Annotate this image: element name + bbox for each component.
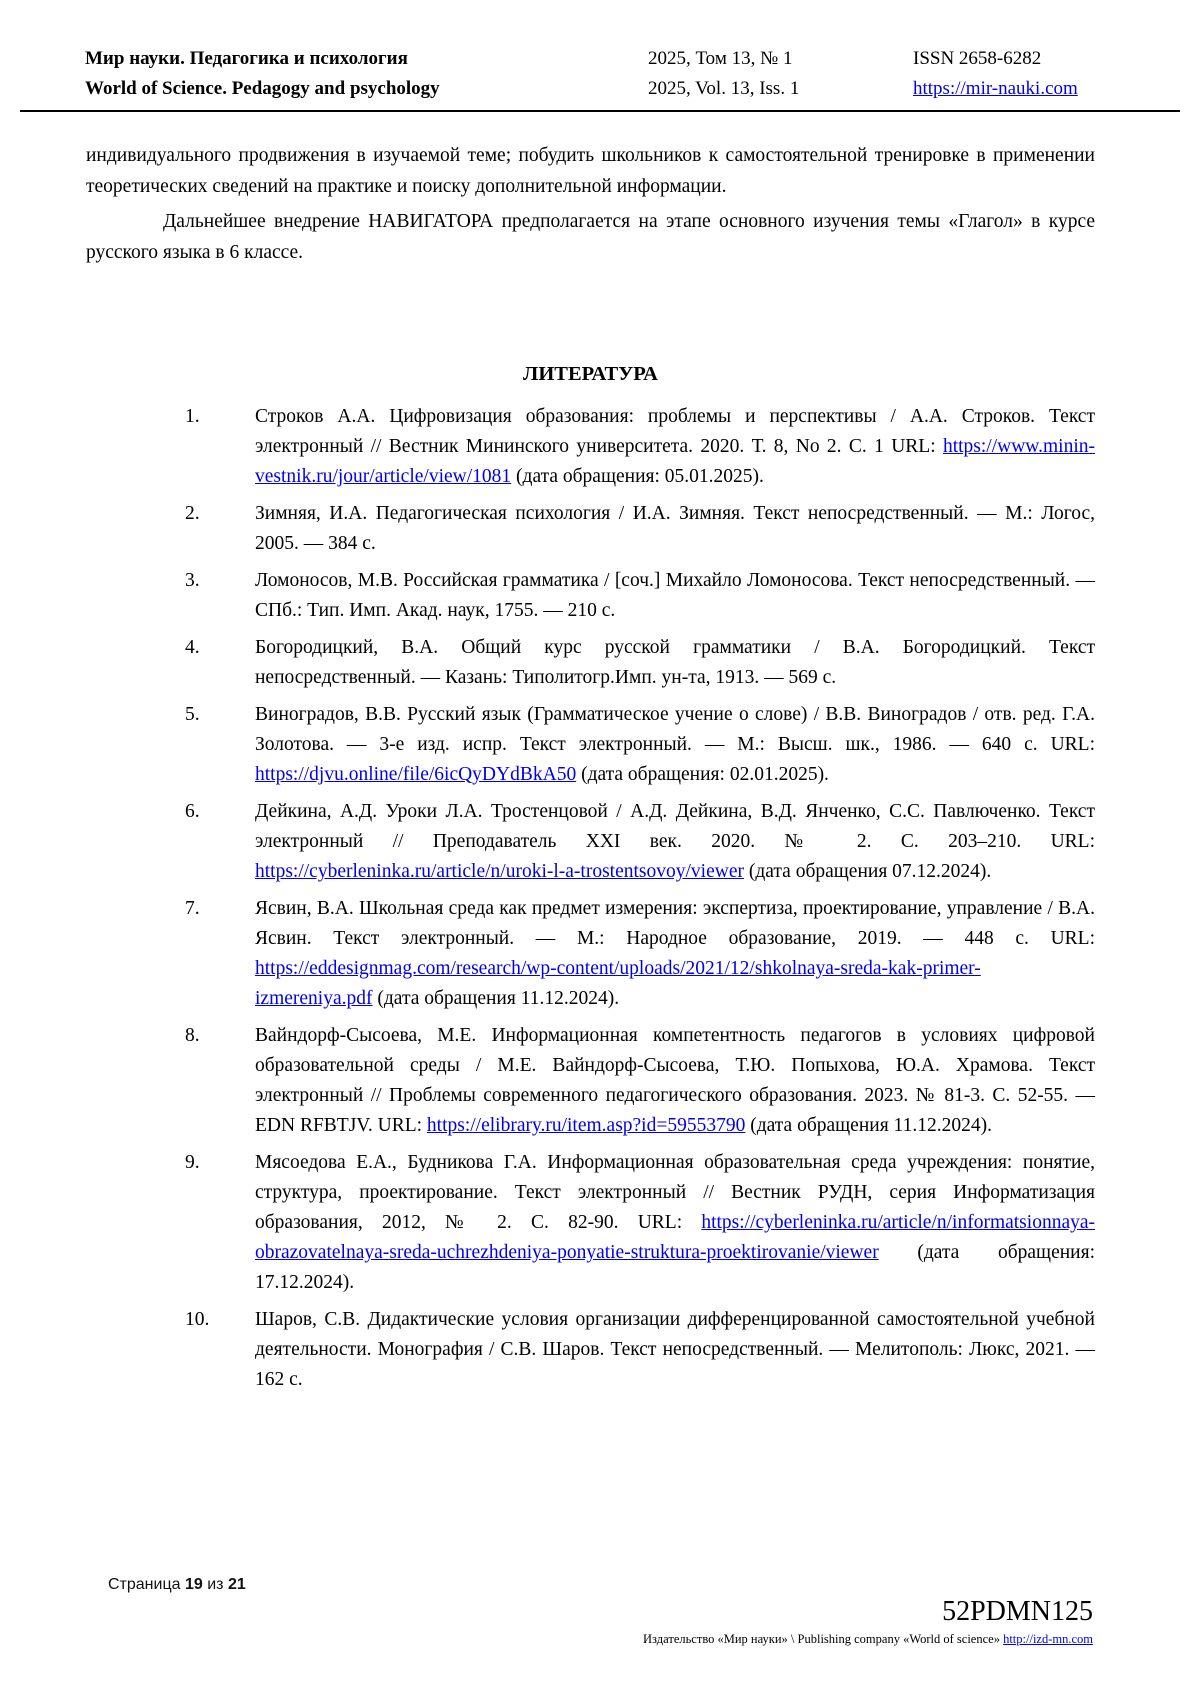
reference-text: Дейкина, А.Д. Уроки Л.А. Тростенцовой / А.Д. Дейкина, В.Д. Янченко, С.С. Павлюченко. Текст электронный // Преподаватель XXI век. 2020. № 2. С. 203–210. URL:	[255, 801, 1095, 852]
issue-info-en: 2025, Vol. 13, Iss. 1	[648, 78, 800, 99]
literature-heading: ЛИТЕРАТУРА	[523, 363, 658, 385]
page-content	[86, 140, 1095, 1402]
reference-text: Зимняя, И.А. Педагогическая психология / И.А. Зимняя. Текст непосредственный. — М.: Логос, 2005. — 384 с.	[255, 503, 1095, 554]
reference-item	[86, 700, 1095, 790]
issn-number: ISSN 2658-6282	[913, 48, 1042, 69]
reference-number: 10.	[185, 1309, 210, 1330]
reference-text: (дата обращения 11.12.2024).	[372, 988, 620, 1009]
reference-number: 5.	[185, 704, 200, 725]
reference-text: Вайндорф-Сысоева, М.Е. Информационная компетентность педагогов в условиях цифровой образовательной среды / М.Е. Вайндорф-Сысоева, Т.Ю. Попыхова, Ю.А. Храмова. Текст электронный // Проблемы современного педагогического образования. 2023. № 81-3. С. 52-55. — EDN RFBTJV. URL:	[255, 1025, 1095, 1136]
publisher-text: Издательство «Мир науки» \ Publishing company «World of science»	[643, 1632, 1004, 1646]
reference-item	[86, 402, 1095, 492]
reference-number: 4.	[185, 637, 200, 658]
body-paragraph-2: Дальнейшее внедрение НАВИГАТОРА предполагается на этапе основного изучения темы «Глагол» в курсе русского языка в 6 классе.	[86, 211, 1095, 263]
reference-link[interactable]: https://cyberleninka.ru/article/n/uroki-l-a-trostentsovoy/viewer	[255, 861, 744, 882]
reference-item	[86, 633, 1095, 693]
page-number-label: Страница	[108, 1576, 181, 1593]
journal-title-en: World of Science. Pedagogy and psychology	[85, 78, 440, 99]
publisher-line	[643, 1632, 1093, 1647]
reference-item	[86, 1021, 1095, 1141]
references-list	[86, 402, 1095, 1395]
page-number-total: 21	[227, 1576, 246, 1593]
reference-item	[86, 499, 1095, 559]
page-header	[85, 44, 1170, 104]
reference-text: Строков А.А. Цифровизация образования: проблемы и перспективы / А.А. Строков. Текст электронный // Вестник Мининского университета. 2020. Т. 8, No 2. С. 1 URL:	[255, 406, 1095, 457]
reference-item	[86, 566, 1095, 626]
issn-block	[913, 44, 1170, 104]
reference-item	[86, 797, 1095, 887]
reference-text: Богородицкий, В.А. Общий курс русской грамматики / В.А. Богородицкий. Текст непосредственный. — Казань: Типолитогр.Имп. ун-та, 1913. — 569 с.	[255, 637, 1095, 688]
reference-link[interactable]: https://djvu.online/file/6icQyDYdBkA50	[255, 764, 577, 785]
reference-number: 6.	[185, 801, 200, 822]
document-id: 52PDMN125	[942, 1596, 1093, 1627]
body-paragraph-1: индивидуального продвижения в изучаемой теме; побудить школьников к самостоятельной тренировке в применении теоретических сведений на практике и поиску дополнительной информации.	[86, 145, 1095, 197]
publisher-site-link[interactable]: http://izd-mn.com	[1003, 1632, 1093, 1646]
reference-text: (дата обращения 07.12.2024).	[743, 861, 992, 882]
reference-text: Виноградов, В.В. Русский язык (Грамматическое учение о слове) / В.В. Виноградов / отв. ред. Г.А. Золотова. — 3-е изд. испр. Текст электронный. — М.: Высш. шк., 1986. — 640 с. URL:	[255, 704, 1095, 755]
reference-number: 8.	[185, 1025, 200, 1046]
page-number-of: из	[207, 1576, 224, 1593]
reference-number: 9.	[185, 1152, 200, 1173]
reference-link[interactable]: https://cyberleninka.ru/article/n/informatsionnaya-obrazovatelnaya-sreda-uchrezhdeniya-ponyatie-struktura-proektirovanie/viewer	[255, 1212, 1095, 1263]
reference-text: Мясоедова Е.А., Будникова Г.А. Информационная образовательная среда учреждения: понятие, структура, проектирование. Текст электронный // Вестник РУДН, серия Информатизация образования, 2012, № 2. С. 82-90. URL:	[255, 1152, 1095, 1233]
journal-title-ru: Мир науки. Педагогика и психология	[85, 48, 408, 69]
reference-text: Ломоносов, М.В. Российская грамматика / [соч.] Михайло Ломоносова. Текст непосредственный. — СПб.: Тип. Имп. Акад. наук, 1755. — 210 с.	[255, 570, 1095, 621]
issue-info-block	[648, 44, 913, 104]
reference-text: Шаров, С.В. Дидактические условия организации дифференцированной самостоятельной учебной деятельности. Монография / С.В. Шаров. Текст непосредственный. — Мелитополь: Люкс, 2021. — 162 с.	[255, 1309, 1095, 1390]
reference-item	[86, 894, 1095, 1014]
reference-number: 2.	[185, 503, 200, 524]
reference-number: 3.	[185, 570, 200, 591]
journal-site-link[interactable]: https://mir-nauki.com	[913, 78, 1078, 99]
reference-item	[86, 1148, 1095, 1298]
page-number-current: 19	[184, 1576, 203, 1593]
reference-text: (дата обращения 11.12.2024).	[745, 1115, 992, 1136]
reference-text: Ясвин, В.А. Школьная среда как предмет измерения: экспертиза, проектирование, управление / В.А. Ясвин. Текст электронный. — М.: Народное образование, 2019. — 448 с. URL:	[255, 898, 1095, 949]
reference-link[interactable]: https://www.minin-vestnik.ru/jour/article/view/1081	[255, 436, 1095, 487]
reference-link[interactable]: https://eddesignmag.com/research/wp-content/uploads/2021/12/shkolnaya-sreda-kak-primer-izmereniya.pdf	[255, 958, 981, 1009]
reference-link[interactable]: https://elibrary.ru/item.asp?id=59553790	[426, 1115, 746, 1136]
issue-info-ru: 2025, Том 13, № 1	[648, 48, 793, 69]
header-divider	[20, 110, 1180, 112]
reference-number: 7.	[185, 898, 200, 919]
journal-title-block	[85, 44, 648, 104]
reference-item	[86, 1305, 1095, 1395]
reference-text: (дата обращения: 05.01.2025).	[511, 466, 764, 487]
reference-text: (дата обращения: 17.12.2024).	[255, 1242, 1095, 1293]
reference-text: (дата обращения: 02.01.2025).	[576, 764, 829, 785]
reference-number: 1.	[185, 406, 200, 427]
page-number	[108, 1576, 246, 1594]
